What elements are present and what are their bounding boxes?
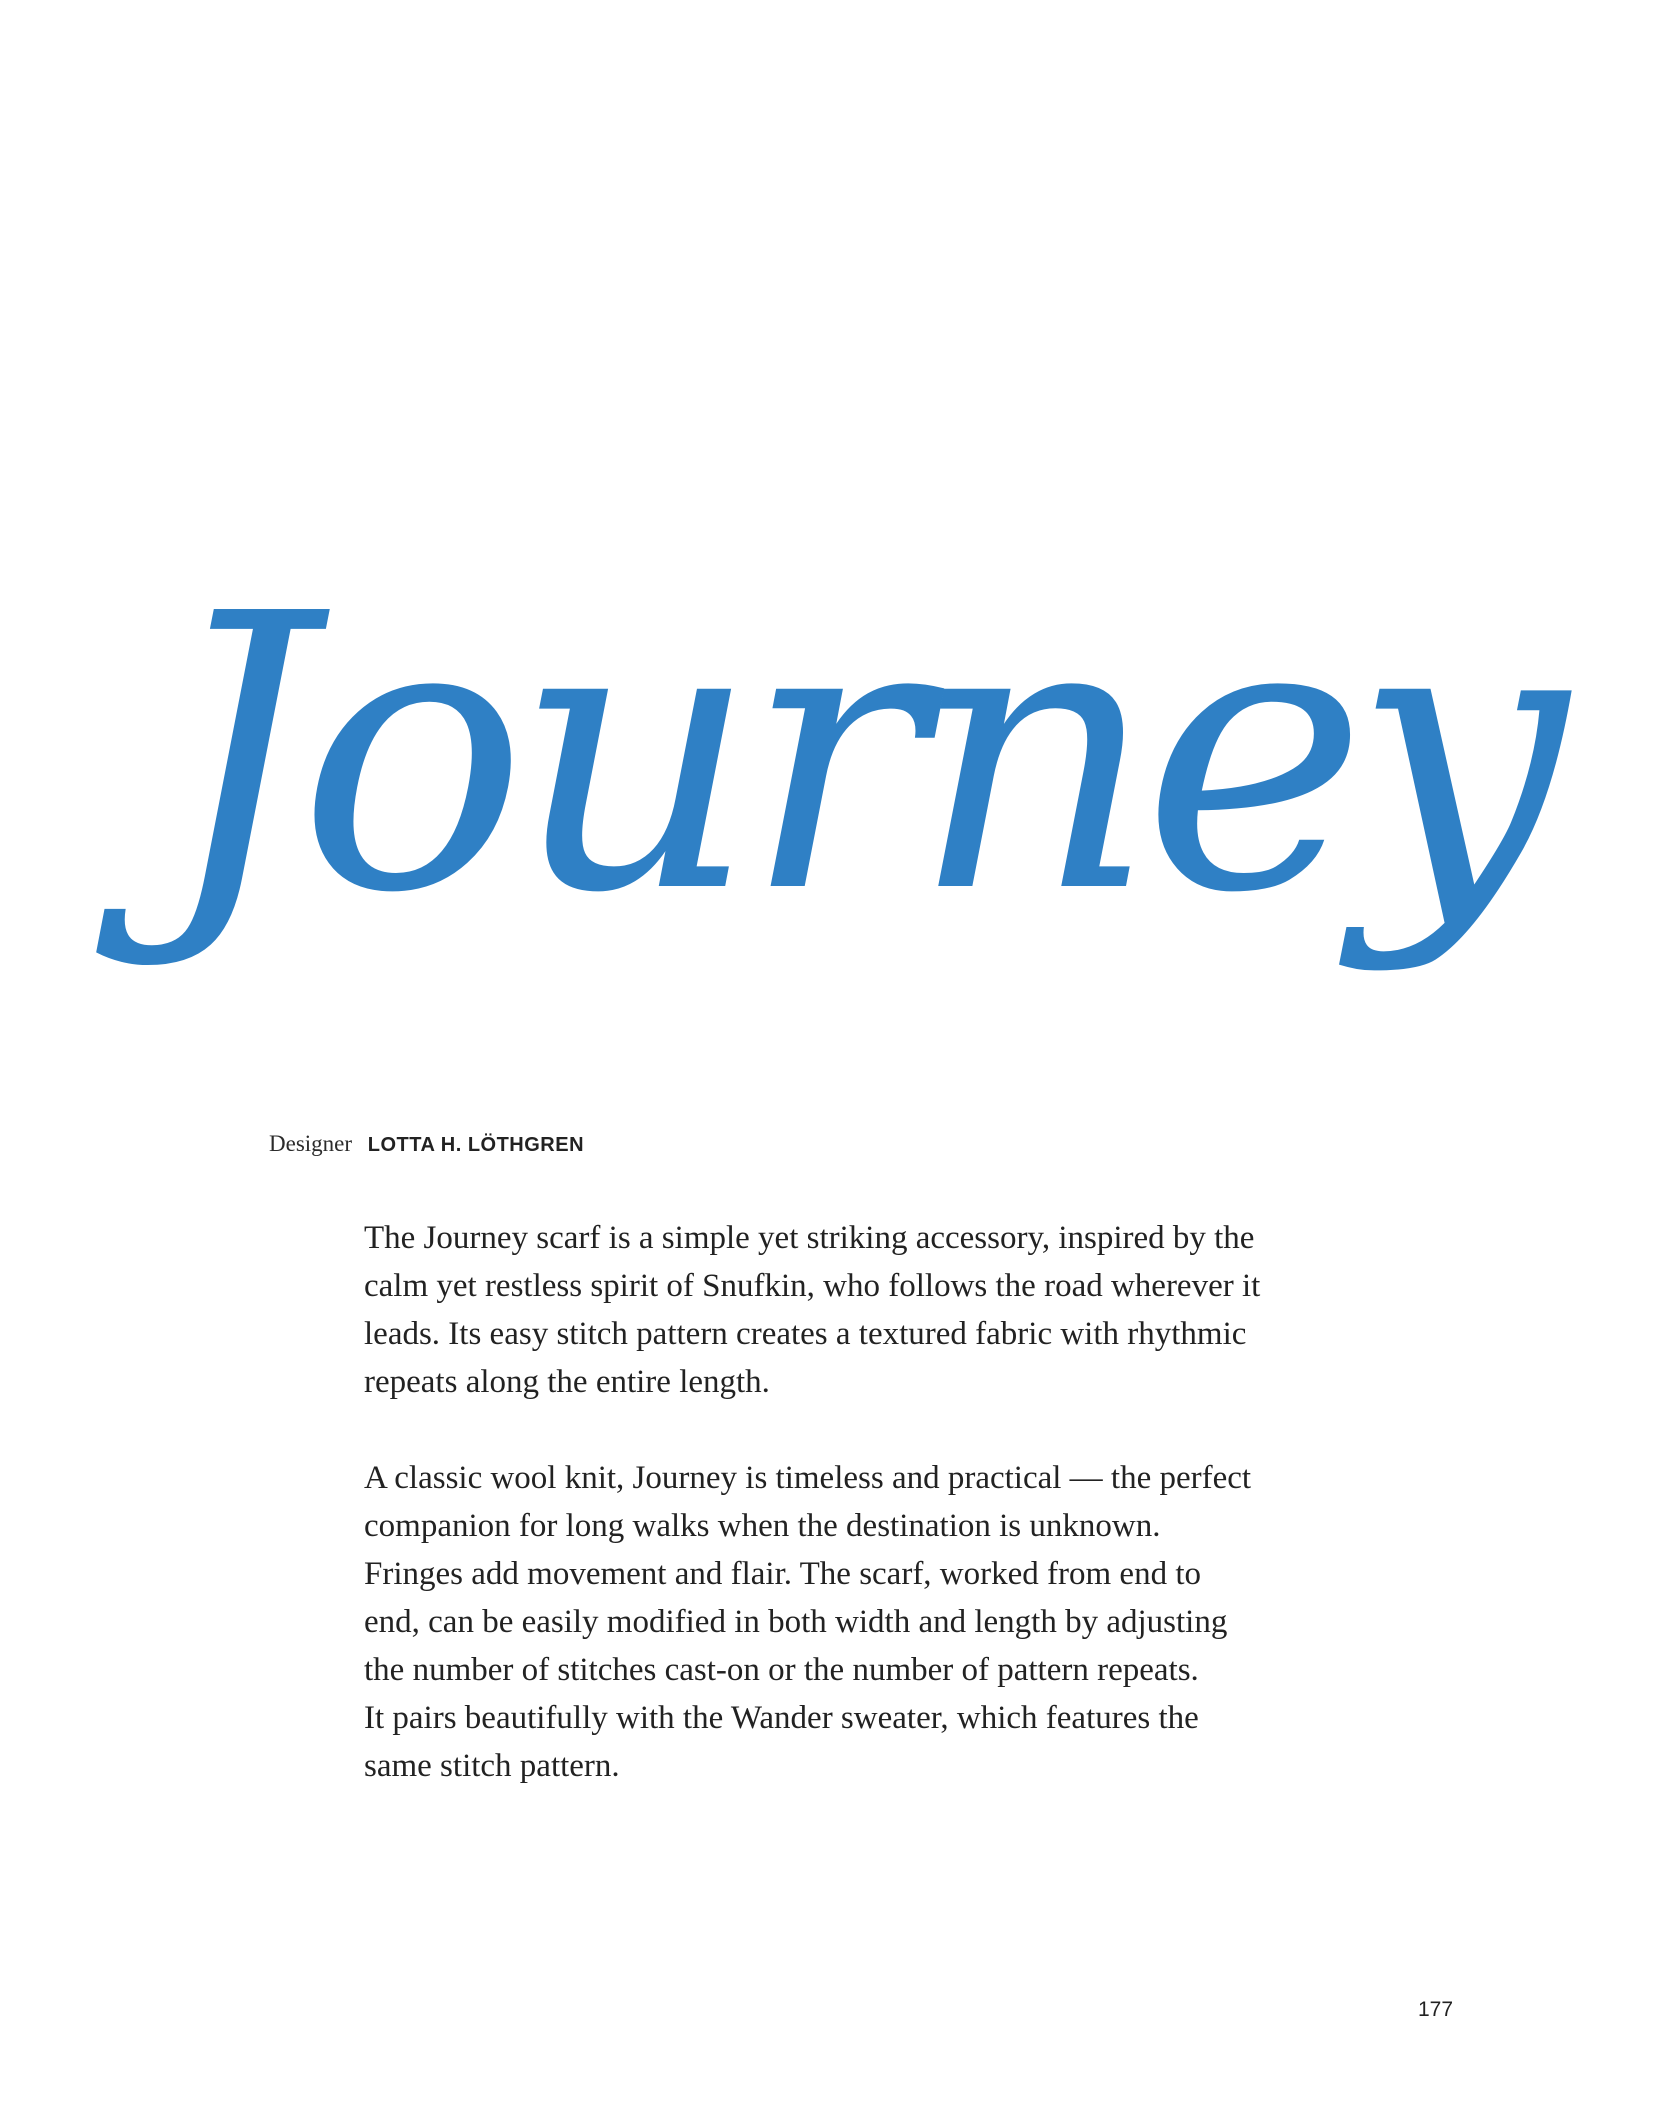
paragraph-line: It pairs beautifully with the Wander sweater, which features the: [364, 1700, 1199, 1736]
paragraph-line: end, can be easily modified in both width and length by adjusting: [364, 1604, 1228, 1640]
paragraph-line: companion for long walks when the destination is unknown.: [364, 1508, 1161, 1544]
paragraph-line: repeats along the entire length.: [364, 1364, 770, 1400]
paragraph-line: Fringes add movement and flair. The scarf, worked from end to: [364, 1556, 1201, 1592]
paragraph-line: the number of stitches cast-on or the number of pattern repeats.: [364, 1652, 1199, 1688]
page-number: 177: [1418, 1998, 1454, 2021]
intro-paragraph: [364, 1214, 1364, 1406]
paragraph-line: calm yet restless spirit of Snufkin, who follows the road wherever it: [364, 1268, 1261, 1304]
paragraph-line: A classic wool knit, Journey is timeless and practical — the perfect: [364, 1460, 1252, 1496]
designer-label: Designer: [269, 1131, 353, 1156]
description-paragraph: [364, 1454, 1364, 1790]
paragraph-line: The Journey scarf is a simple yet striking accessory, inspired by the: [364, 1220, 1255, 1256]
designer-name: LOTTA H. LÖTHGREN: [367, 1134, 585, 1156]
page-title: Journey: [160, 533, 1554, 976]
paragraph-line: same stitch pattern.: [364, 1748, 620, 1784]
designer-credit: [269, 1131, 584, 1157]
paragraph-line: leads. Its easy stitch pattern creates a textured fabric with rhythmic: [364, 1316, 1247, 1352]
